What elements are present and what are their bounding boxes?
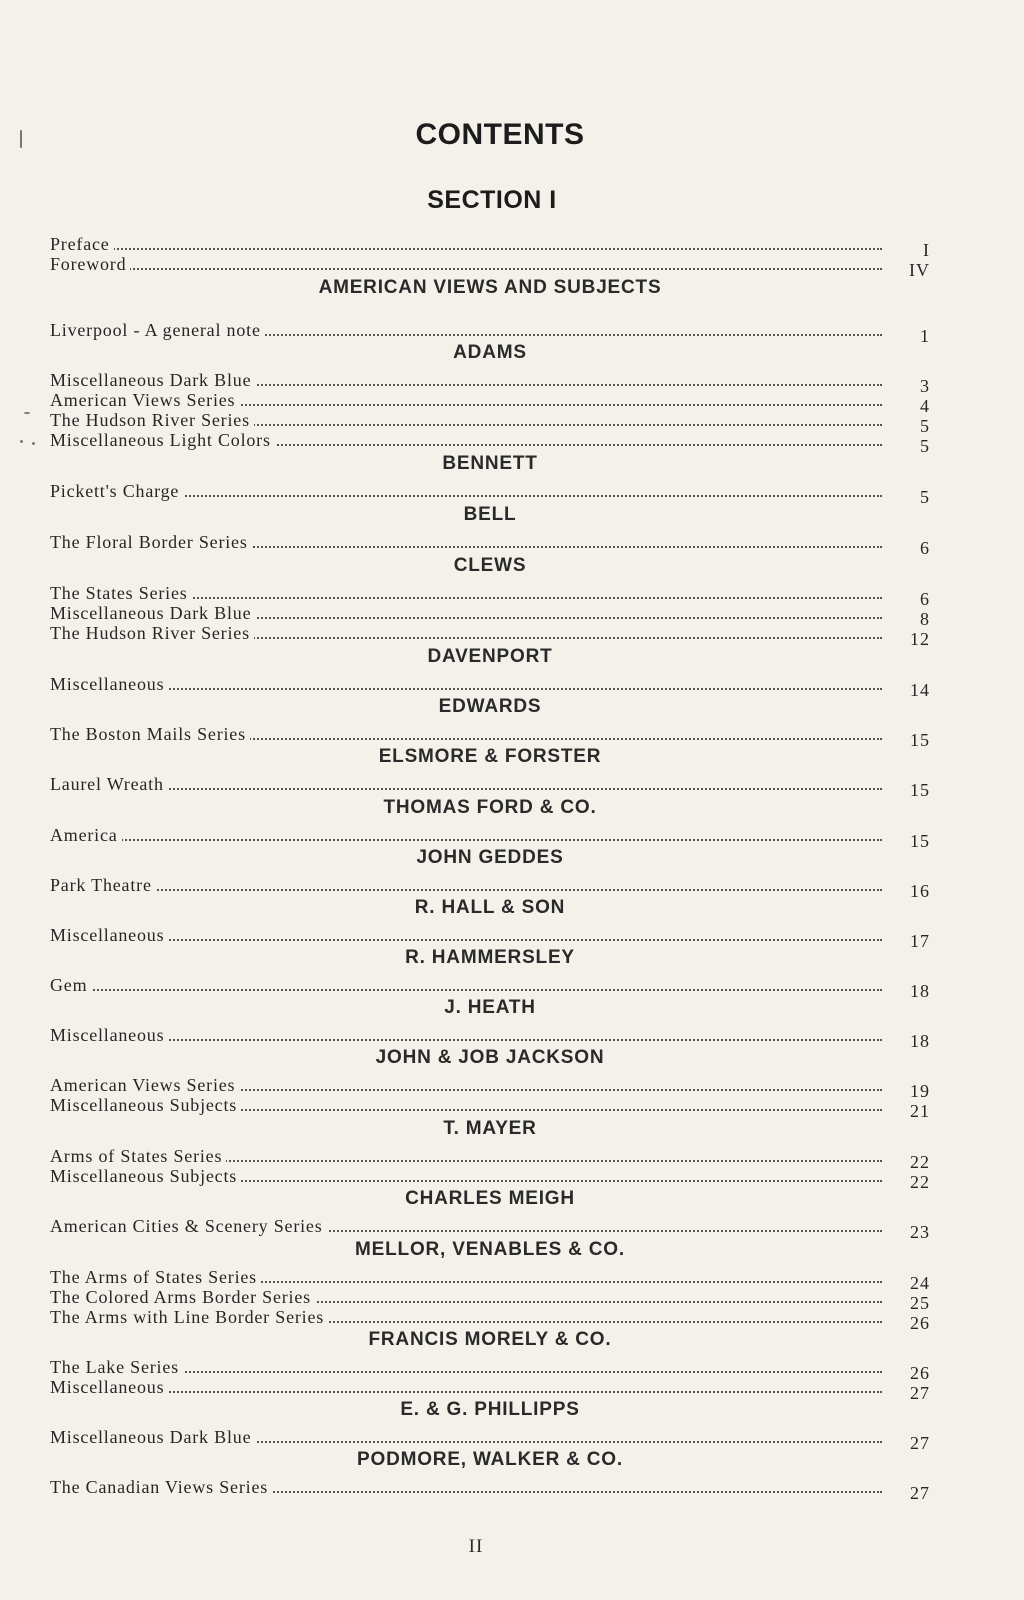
toc-entry-page: 18 (910, 1031, 930, 1051)
toc-entry (50, 532, 930, 558)
toc-entry-label: Miscellaneous (50, 674, 168, 694)
toc-entry (50, 1075, 930, 1101)
dot-leader (50, 1389, 882, 1393)
toc-entry-page: 6 (920, 589, 930, 609)
toc-entry-label: American Views Series (50, 390, 239, 410)
toc-entry-label: The Canadian Views Series (50, 1477, 272, 1497)
toc-entry (50, 1307, 930, 1333)
toc-entry-page: 5 (920, 436, 930, 456)
toc-entry-page: 26 (910, 1363, 930, 1383)
toc-entry (50, 1477, 930, 1503)
toc-entry (50, 254, 930, 280)
toc-entry-page: 14 (910, 680, 930, 700)
toc-entry-label: The States Series (50, 583, 192, 603)
dot-leader (50, 1037, 882, 1041)
section-heading: BELL (463, 504, 517, 525)
toc-entry-label: America (50, 825, 122, 845)
toc-entry-page: 15 (910, 780, 930, 800)
toc-entry (50, 1166, 930, 1192)
toc-entry-label: The Colored Arms Border Series (50, 1287, 315, 1307)
toc-entry-label: Park Theatre (50, 875, 156, 895)
toc-entry-label: Miscellaneous Dark Blue (50, 603, 255, 623)
toc-entry-label: The Arms of States Series (50, 1267, 261, 1287)
toc-entry-page: 24 (910, 1273, 930, 1293)
toc-entry (50, 410, 930, 436)
dot-leader (50, 266, 882, 270)
section-heading: EDWARDS (438, 696, 542, 717)
section-heading: JOHN GEDDES (416, 847, 564, 868)
section-heading: R. HALL & SON (414, 897, 566, 918)
toc-entry-label: The Boston Mails Series (50, 724, 250, 744)
toc-entry-label: American Views Series (50, 1075, 239, 1095)
toc-entry-page: 19 (910, 1081, 930, 1101)
section-heading: BENNETT (442, 453, 538, 474)
toc-entry-page: I (923, 240, 930, 260)
toc-entry (50, 1357, 930, 1383)
toc-entry-page: 17 (910, 931, 930, 951)
toc-entry (50, 390, 930, 416)
section-heading: ELSMORE & FORSTER (378, 746, 602, 767)
toc-entry (50, 674, 930, 700)
toc-entry-page: 12 (910, 629, 930, 649)
toc-entry (50, 370, 930, 396)
toc-entry-label: Miscellaneous Dark Blue (50, 370, 255, 390)
toc-entry-label: Miscellaneous Dark Blue (50, 1427, 255, 1447)
section-heading: FRANCIS MORELY & CO. (368, 1329, 612, 1350)
dot-leader (50, 987, 882, 991)
toc-entry-label: Preface (50, 234, 114, 254)
toc-entry-page: IV (909, 260, 930, 280)
section-heading: DAVENPORT (427, 646, 553, 667)
section-heading: T. MAYER (443, 1118, 537, 1139)
toc-entry (50, 774, 930, 800)
toc-entry-label: Miscellaneous (50, 1025, 168, 1045)
section-heading: MELLOR, VENABLES & CO. (355, 1239, 625, 1260)
toc-entry (50, 1377, 930, 1403)
toc-entry-page: 4 (920, 396, 930, 416)
toc-entry-page: 27 (910, 1433, 930, 1453)
toc-entry-label: Miscellaneous (50, 925, 168, 945)
toc-entry (50, 430, 930, 456)
page-number: II (468, 1536, 484, 1557)
toc-entry (50, 481, 930, 507)
toc-entry-label: The Lake Series (50, 1357, 183, 1377)
toc-entry-label: Laurel Wreath (50, 774, 168, 794)
toc-entry-label: Gem (50, 975, 91, 995)
toc-entry-page: 15 (910, 730, 930, 750)
toc-entry-label: Miscellaneous (50, 1377, 168, 1397)
toc-entry-page: 22 (910, 1172, 930, 1192)
toc-entry-label: Foreword (50, 254, 130, 274)
toc-entry-label: The Hudson River Series (50, 623, 254, 643)
toc-entry-label: The Hudson River Series (50, 410, 254, 430)
toc-entry-label: American Cities & Scenery Series (50, 1216, 327, 1236)
section-heading: R. HAMMERSLEY (405, 947, 575, 968)
toc-entry (50, 603, 930, 629)
section-title: SECTION I (427, 186, 557, 214)
section-heading: E. & G. PHILLIPPS (400, 1399, 580, 1420)
toc-entry-page: 3 (920, 376, 930, 396)
dot-leader (50, 246, 882, 250)
page-title: CONTENTS (415, 118, 585, 151)
toc-entry-page: 23 (910, 1222, 930, 1242)
toc-entry-page: 27 (910, 1483, 930, 1503)
toc-entry (50, 975, 930, 1001)
section-heading: ADAMS (453, 342, 527, 363)
toc-entry (50, 875, 930, 901)
dot-leader (50, 786, 882, 790)
toc-entry (50, 1095, 930, 1121)
toc-entry-page: 22 (910, 1152, 930, 1172)
section-heading: J. HEATH (444, 997, 536, 1018)
toc-entry-label: Miscellaneous Subjects (50, 1166, 241, 1186)
section-heading: CHARLES MEIGH (405, 1188, 575, 1209)
toc-entry (50, 825, 930, 851)
toc-entry-label: Miscellaneous Subjects (50, 1095, 241, 1115)
dot-leader (50, 937, 882, 941)
dot-leader (50, 686, 882, 690)
toc-entry (50, 1287, 930, 1313)
dot-leader (50, 887, 882, 891)
toc-entry (50, 1427, 930, 1453)
toc-entry-page: 26 (910, 1313, 930, 1333)
toc-entry (50, 1267, 930, 1293)
toc-entry-page: 5 (920, 416, 930, 436)
section-heading: JOHN & JOB JACKSON (375, 1047, 605, 1068)
toc-entry-label: The Arms with Line Border Series (50, 1307, 328, 1327)
toc-entry (50, 320, 930, 346)
toc-entry-label: The Floral Border Series (50, 532, 252, 552)
toc-entry-label: Pickett's Charge (50, 481, 183, 501)
toc-entry-page: 1 (920, 326, 930, 346)
toc-entry-page: 8 (920, 609, 930, 629)
toc-entry (50, 234, 930, 260)
toc-entry (50, 623, 930, 649)
toc-entry (50, 583, 930, 609)
toc-entry-label: Liverpool - A general note (50, 320, 265, 340)
section-heading: PODMORE, WALKER & CO. (357, 1449, 623, 1470)
section-heading: CLEWS (453, 555, 527, 576)
toc-entry-page: 18 (910, 981, 930, 1001)
toc-entry-page: 5 (920, 487, 930, 507)
toc-entry-label: Arms of States Series (50, 1146, 226, 1166)
dot-leader (50, 837, 882, 841)
toc-entry (50, 1216, 930, 1242)
toc-entry-page: 25 (910, 1293, 930, 1313)
section-heading: THOMAS FORD & CO. (383, 797, 597, 818)
toc-entry (50, 1025, 930, 1051)
toc-entry (50, 724, 930, 750)
toc-entry-page: 6 (920, 538, 930, 558)
toc-entry-page: 27 (910, 1383, 930, 1403)
toc-entry-page: 16 (910, 881, 930, 901)
toc-entry-page: 15 (910, 831, 930, 851)
toc-entry-label: Miscellaneous Light Colors (50, 430, 275, 450)
section-heading: AMERICAN VIEWS AND SUBJECTS (318, 277, 662, 298)
toc-entry (50, 925, 930, 951)
toc-entry (50, 1146, 930, 1172)
toc-entry-page: 21 (910, 1101, 930, 1121)
